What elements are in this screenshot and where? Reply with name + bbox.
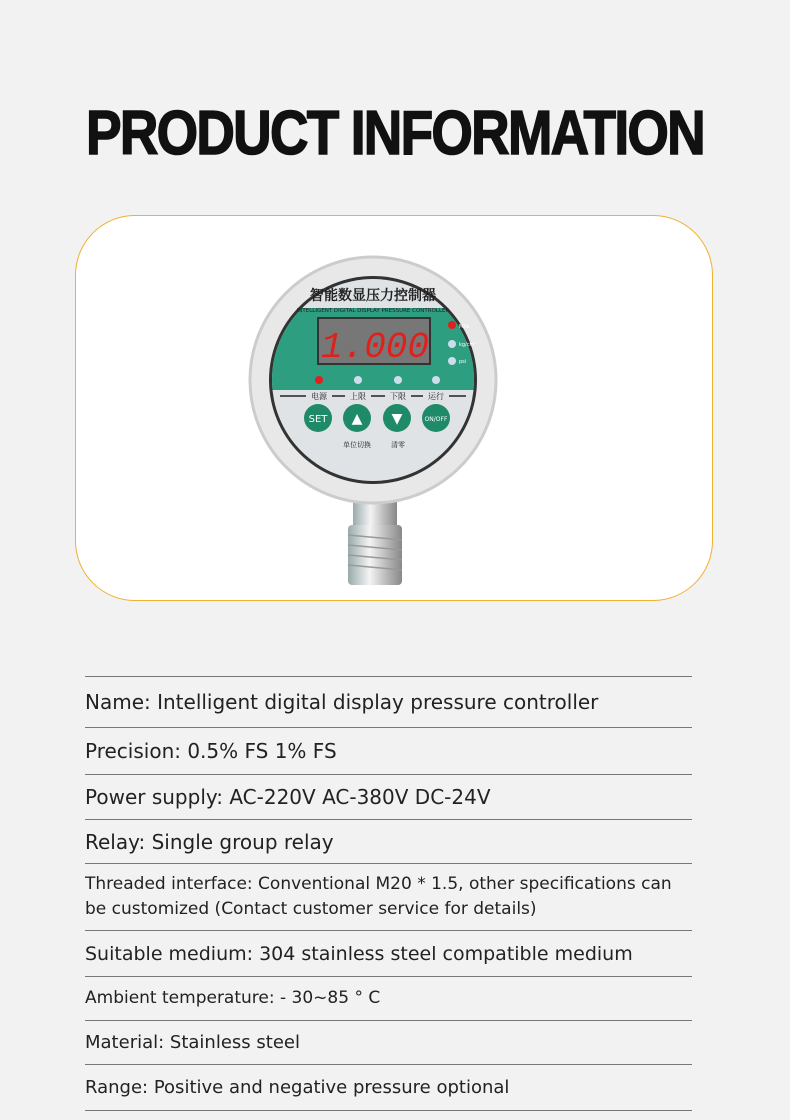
spec-row	[85, 819, 692, 863]
spec-row	[85, 774, 692, 819]
spec-row	[85, 676, 692, 727]
zero-label: 清零	[391, 441, 405, 449]
spec-row	[85, 1020, 692, 1064]
spec-name: Name: Intelligent digital display pressure controller	[85, 690, 599, 714]
down-button: ▼	[391, 411, 403, 427]
indicator-run: 运行	[428, 392, 444, 401]
pressure-controller-image	[240, 250, 510, 590]
indicator-lower: 下限	[390, 392, 406, 401]
onoff-button: ON/OFF	[424, 416, 448, 423]
spec-material: Material: Stainless steel	[85, 1032, 300, 1053]
spec-list	[85, 676, 692, 1111]
gauge-en-title: INTELLIGENT DIGITAL DISPLAY PRESSURE CONTROLLER	[296, 308, 450, 314]
unit-mpa: MPa	[459, 324, 470, 330]
spec-precision: Precision: 0.5% FS 1% FS	[85, 739, 337, 763]
indicator-power: 电源	[311, 392, 327, 401]
set-button: SET	[308, 414, 328, 425]
spec-thread: Threaded interface: Conventional M20 * 1.5, other specifications can be customized (Contact customer service for details)	[85, 874, 672, 919]
spec-row	[85, 863, 692, 930]
gauge-cn-title: 智能数显压力控制器	[310, 288, 436, 304]
spec-range: Range: Positive and negative pressure optional	[85, 1077, 510, 1098]
spec-relay: Relay: Single group relay	[85, 829, 334, 854]
spec-row	[85, 727, 692, 774]
up-button: ▲	[351, 411, 363, 427]
spec-row	[85, 1064, 692, 1111]
spec-medium: Suitable medium: 304 stainless steel compatible medium	[85, 942, 633, 965]
page-title: PRODUCT INFORMATION	[86, 99, 704, 168]
spec-row	[85, 976, 692, 1020]
unit-kgcm2: kg/cm²	[459, 342, 477, 348]
indicator-upper: 上限	[350, 392, 366, 401]
unit-psi: psi	[459, 359, 467, 365]
spec-temperature: Ambient temperature: - 30~85 ° C	[85, 988, 381, 1008]
spec-power: Power supply: AC-220V AC-380V DC-24V	[85, 785, 491, 809]
unit-switch-label: 单位切换	[343, 441, 371, 449]
spec-row	[85, 930, 692, 976]
pressure-reading: 1.000	[320, 327, 430, 368]
